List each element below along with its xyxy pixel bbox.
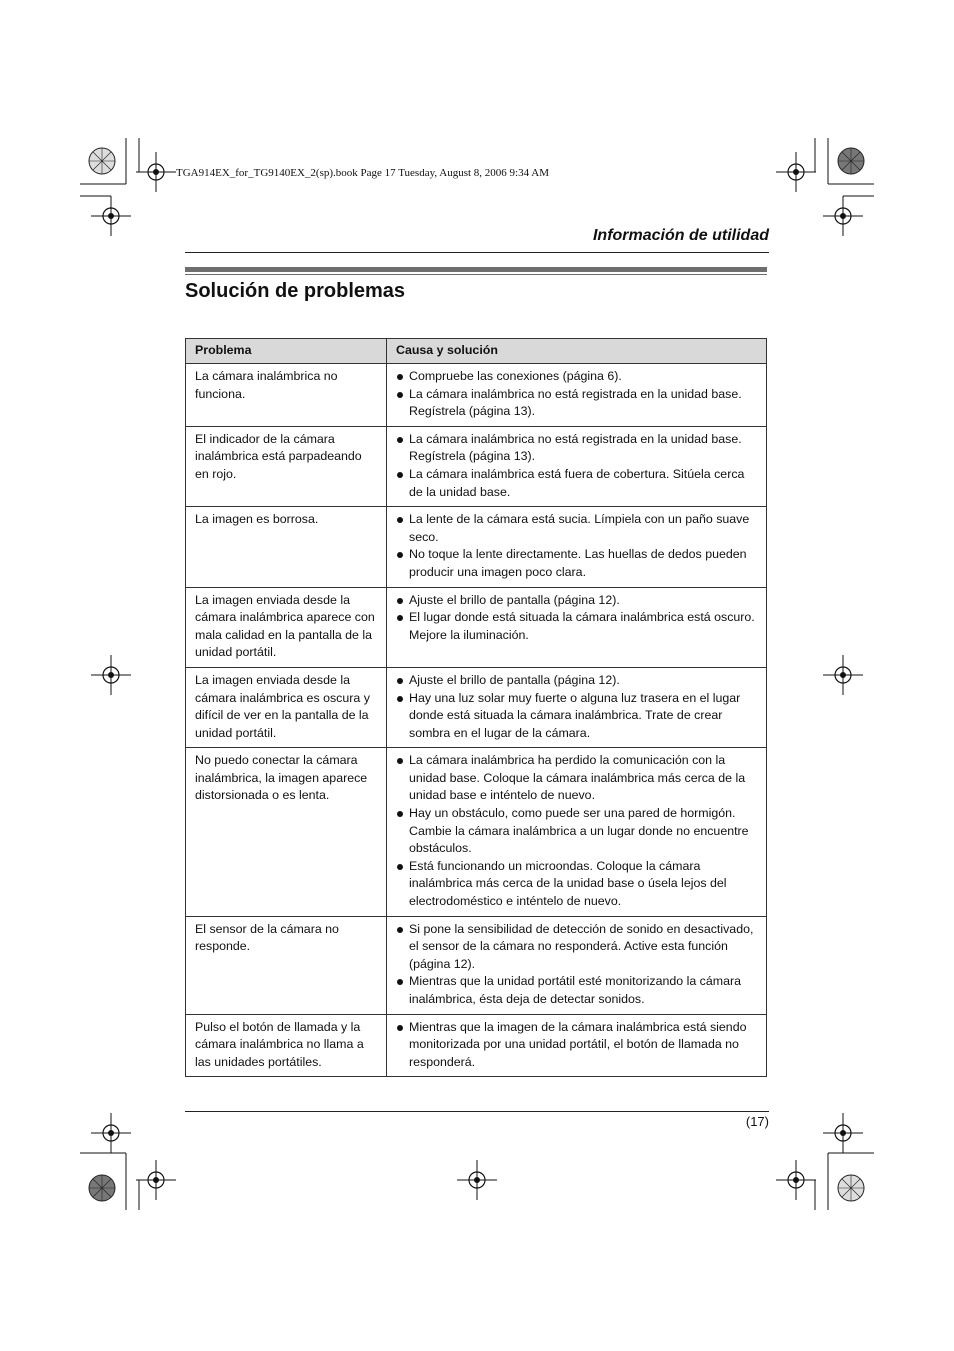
cause-cell xyxy=(387,748,767,916)
page-number: (17) xyxy=(745,1114,769,1129)
title-rule-thin xyxy=(185,274,767,275)
table-header-row xyxy=(186,339,767,364)
cause-item: Compruebe las conexiones (página 6). xyxy=(396,368,757,386)
cause-item: La cámara inalámbrica está fuera de cobertura. Sitúela cerca de la unidad base. xyxy=(396,466,757,501)
cause-list xyxy=(396,431,757,501)
header-cause-solution: Causa y solución xyxy=(387,339,767,364)
table-row xyxy=(186,667,767,747)
cause-list xyxy=(396,368,757,421)
cause-item: La cámara inalámbrica no está registrada en la unidad base. Regístrela (página 13). xyxy=(396,386,757,421)
table-row xyxy=(186,426,767,506)
table-row xyxy=(186,1014,767,1077)
cause-cell xyxy=(387,587,767,667)
cause-cell xyxy=(387,507,767,587)
cause-cell xyxy=(387,916,767,1014)
header-problem: Problema xyxy=(186,339,387,364)
cause-item: La lente de la cámara está sucia. Límpiela con un paño suave seco. xyxy=(396,511,757,546)
cause-list xyxy=(396,1019,757,1072)
cause-item: Hay un obstáculo, como puede ser una pared de hormigón. Cambie la cámara inalámbrica a un lugar donde no encuentre obstáculos. xyxy=(396,805,757,858)
troubleshooting-table xyxy=(185,338,767,1077)
table-row xyxy=(186,364,767,427)
cause-item: Mientras que la imagen de la cámara inalámbrica está siendo monitorizada por una unidad portátil, el botón de llamada no responderá. xyxy=(396,1019,757,1072)
cause-item: Ajuste el brillo de pantalla (página 12). xyxy=(396,592,757,610)
cause-cell xyxy=(387,426,767,506)
cause-item: La cámara inalámbrica ha perdido la comunicación con la unidad base. Coloque la cámara inalámbrica más cerca de la unidad base e inténtelo de nuevo. xyxy=(396,752,757,805)
cause-list xyxy=(396,921,757,1009)
problem-cell: La cámara inalámbrica no funciona. xyxy=(186,364,387,427)
print-info: TGA914EX_for_TG9140EX_2(sp).book Page 17 Tuesday, August 8, 2006 9:34 AM xyxy=(176,167,549,179)
cause-list xyxy=(396,752,757,910)
cause-item: Mientras que la unidad portátil esté monitorizando la cámara inalámbrica, ésta deja de detectar sonidos. xyxy=(396,973,757,1008)
problem-cell: El indicador de la cámara inalámbrica está parpadeando en rojo. xyxy=(186,426,387,506)
problem-cell: El sensor de la cámara no responde. xyxy=(186,916,387,1014)
section-header: Información de utilidad xyxy=(592,227,769,244)
cause-list xyxy=(396,511,757,581)
cause-item: Si pone la sensibilidad de detección de sonido en desactivado, el sensor de la cámara no responderá. Active esta función (página 12). xyxy=(396,921,757,974)
page-title: Solución de problemas xyxy=(185,280,406,302)
table-row xyxy=(186,916,767,1014)
cause-cell xyxy=(387,667,767,747)
table-row xyxy=(186,587,767,667)
table-row xyxy=(186,507,767,587)
cause-list xyxy=(396,672,757,742)
cause-item: El lugar donde está situada la cámara inalámbrica está oscuro. Mejore la iluminación. xyxy=(396,609,757,644)
table-row xyxy=(186,748,767,916)
problem-cell: No puedo conectar la cámara inalámbrica, la imagen aparece distorsionada o es lenta. xyxy=(186,748,387,916)
footer-rule xyxy=(185,1111,769,1112)
cause-item: Hay una luz solar muy fuerte o alguna luz trasera en el lugar donde está situada la cámara inalámbrica. Trate de crear sombra en el lugar de la cámara. xyxy=(396,690,757,743)
cause-item: La cámara inalámbrica no está registrada en la unidad base. Regístrela (página 13). xyxy=(396,431,757,466)
problem-cell: Pulso el botón de llamada y la cámara inalámbrica no llama a las unidades portátiles. xyxy=(186,1014,387,1077)
cause-list xyxy=(396,592,757,645)
cause-item: Está funcionando un microondas. Coloque la cámara inalámbrica más cerca de la unidad base o úsela lejos del electrodoméstico e inténtelo de nuevo. xyxy=(396,858,757,911)
problem-cell: La imagen es borrosa. xyxy=(186,507,387,587)
problem-cell: La imagen enviada desde la cámara inalámbrica es oscura y difícil de ver en la pantalla de la unidad portátil. xyxy=(186,667,387,747)
cause-cell xyxy=(387,364,767,427)
cause-cell xyxy=(387,1014,767,1077)
header-rule xyxy=(185,252,769,253)
cause-item: Ajuste el brillo de pantalla (página 12). xyxy=(396,672,757,690)
cause-item: No toque la lente directamente. Las huellas de dedos pueden producir una imagen poco clara. xyxy=(396,546,757,581)
title-rule xyxy=(185,267,767,272)
problem-cell: La imagen enviada desde la cámara inalámbrica aparece con mala calidad en la pantalla de la unidad portátil. xyxy=(186,587,387,667)
